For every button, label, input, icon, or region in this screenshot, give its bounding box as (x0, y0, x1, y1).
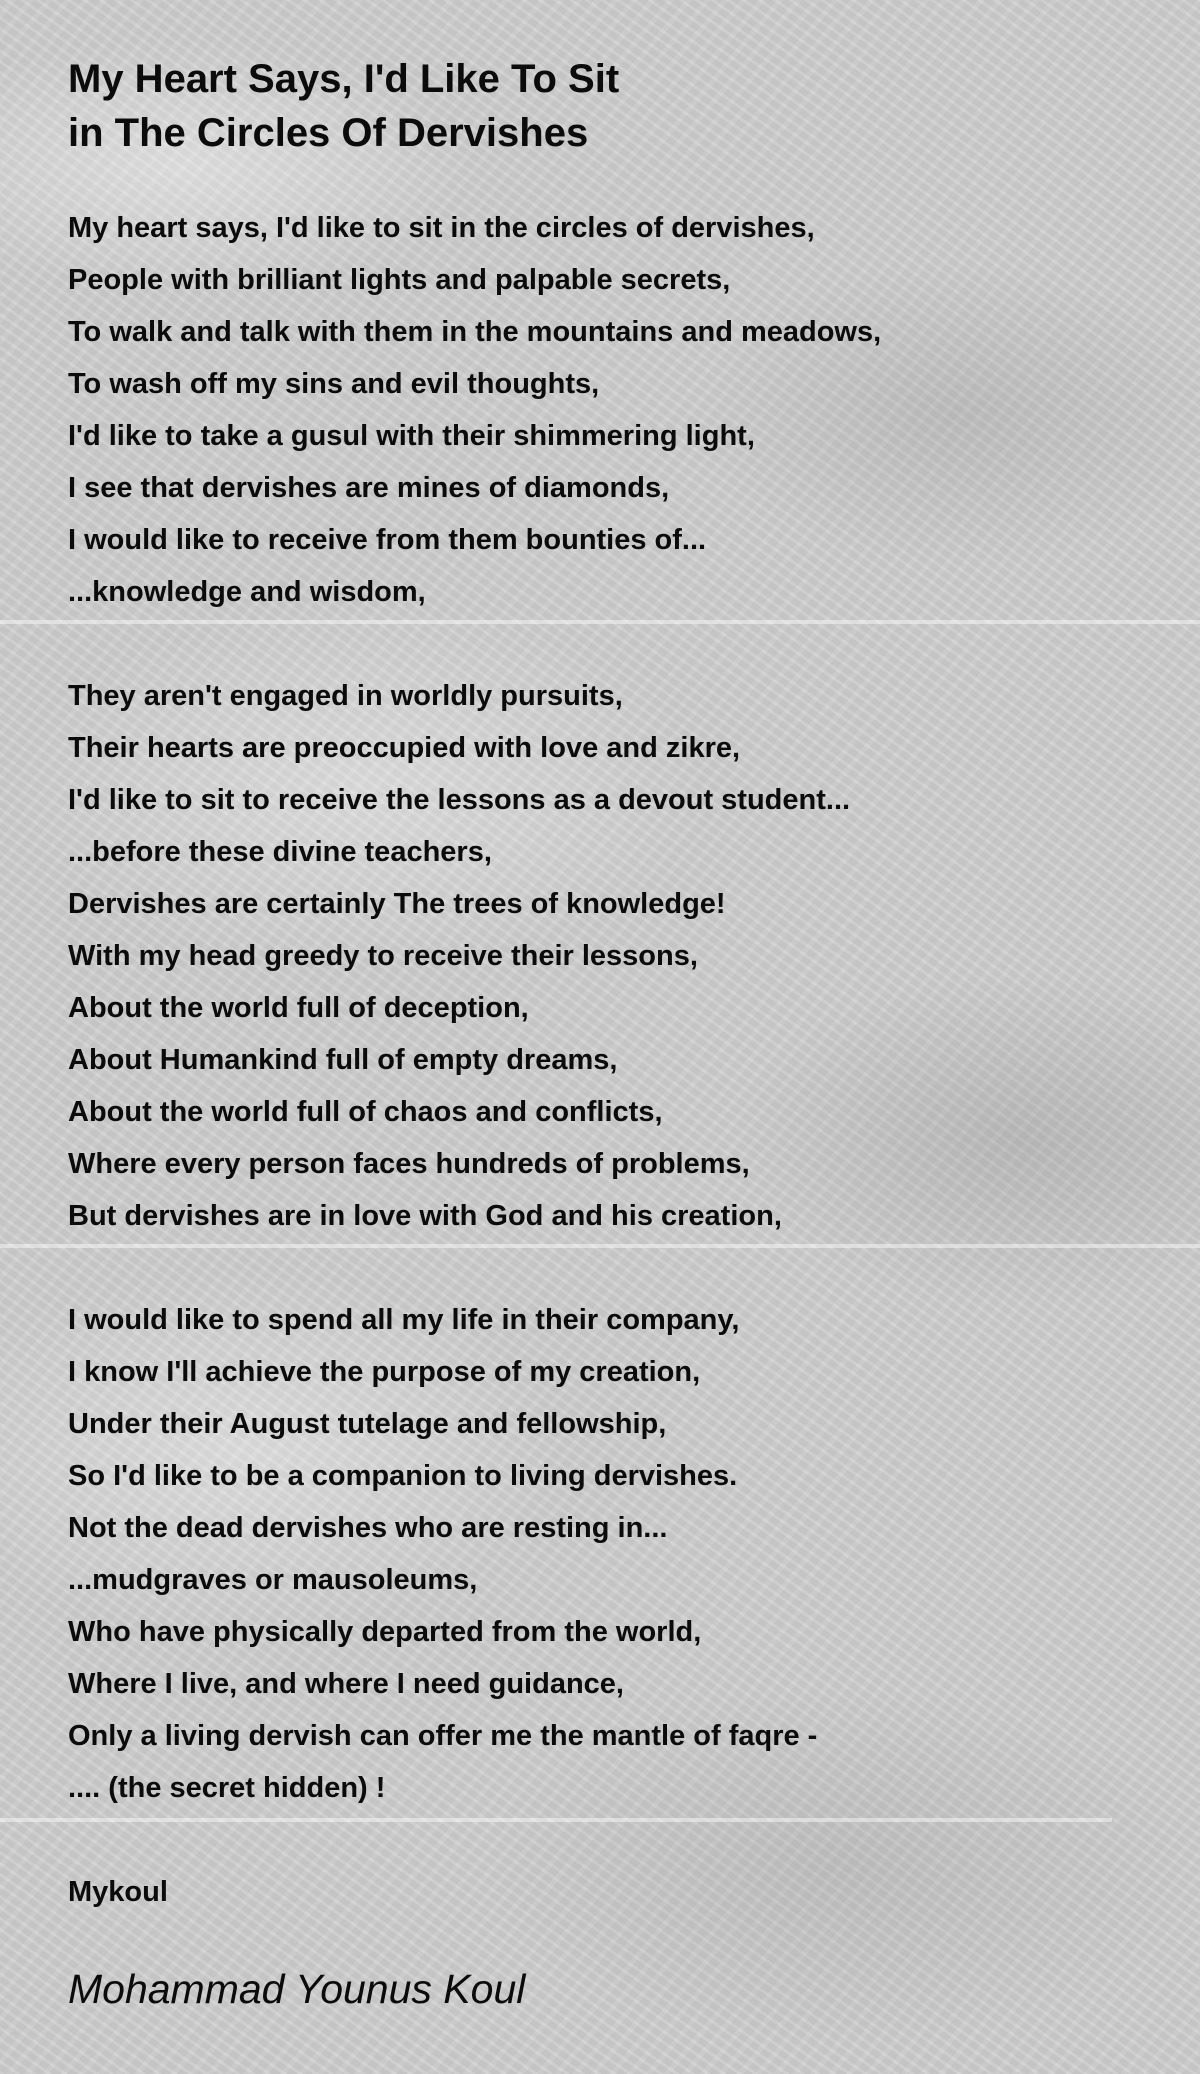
poem-line: I would like to receive from them bounties of... (68, 524, 707, 556)
stanza (68, 1294, 1148, 1814)
poem-line: I see that dervishes are mines of diamonds, (68, 472, 670, 504)
poem-line: About Humankind full of empty dreams, (68, 1044, 618, 1076)
stanza (68, 670, 1148, 1242)
poem-line: .... (the secret hidden) ! (68, 1772, 386, 1804)
poem-line: People with brilliant lights and palpable secrets, (68, 264, 731, 296)
poem-title-line: in The Circles Of Dervishes (68, 111, 589, 155)
poem-line: Dervishes are certainly The trees of knowledge! (68, 888, 726, 920)
author-name: Mohammad Younus Koul (68, 1966, 526, 2012)
poem-title (68, 52, 1148, 160)
poem-line: But dervishes are in love with God and his creation, (68, 1200, 782, 1232)
poem-line: Under their August tutelage and fellowship, (68, 1408, 667, 1440)
poem-line: To wash off my sins and evil thoughts, (68, 368, 600, 400)
poem-line: About the world full of chaos and conflicts, (68, 1096, 663, 1128)
poem-line: About the world full of deception, (68, 992, 529, 1024)
poem-line: Where every person faces hundreds of problems, (68, 1148, 750, 1180)
poem-line: ...before these divine teachers, (68, 836, 492, 868)
poem-line: ...mudgraves or mausoleums, (68, 1564, 478, 1596)
poem-line: I would like to spend all my life in their company, (68, 1304, 740, 1336)
poem-line: My heart says, I'd like to sit in the circles of dervishes, (68, 212, 815, 244)
poem-line: So I'd like to be a companion to living dervishes. (68, 1460, 738, 1492)
poem-line: To walk and talk with them in the mountains and meadows, (68, 316, 882, 348)
poem-line: Only a living dervish can offer me the mantle of faqre - (68, 1720, 818, 1752)
poem-line: Who have physically departed from the world, (68, 1616, 702, 1648)
pen-name: Mykoul (68, 1876, 168, 1908)
poem-title-line: My Heart Says, I'd Like To Sit (68, 57, 620, 101)
stanza (68, 202, 1148, 618)
poem-line: Their hearts are preoccupied with love and zikre, (68, 732, 741, 764)
poem-line: With my head greedy to receive their lessons, (68, 940, 698, 972)
poem-line: I'd like to sit to receive the lessons as a devout student... (68, 784, 851, 816)
poem-line: Not the dead dervishes who are resting in... (68, 1512, 668, 1544)
poem-line: I'd like to take a gusul with their shimmering light, (68, 420, 755, 452)
poem-card (68, 52, 1148, 2016)
poem-line: They aren't engaged in worldly pursuits, (68, 680, 623, 712)
poem-line: I know I'll achieve the purpose of my creation, (68, 1356, 701, 1388)
poem-line: ...knowledge and wisdom, (68, 576, 426, 608)
poem-line: Where I live, and where I need guidance, (68, 1668, 624, 1700)
